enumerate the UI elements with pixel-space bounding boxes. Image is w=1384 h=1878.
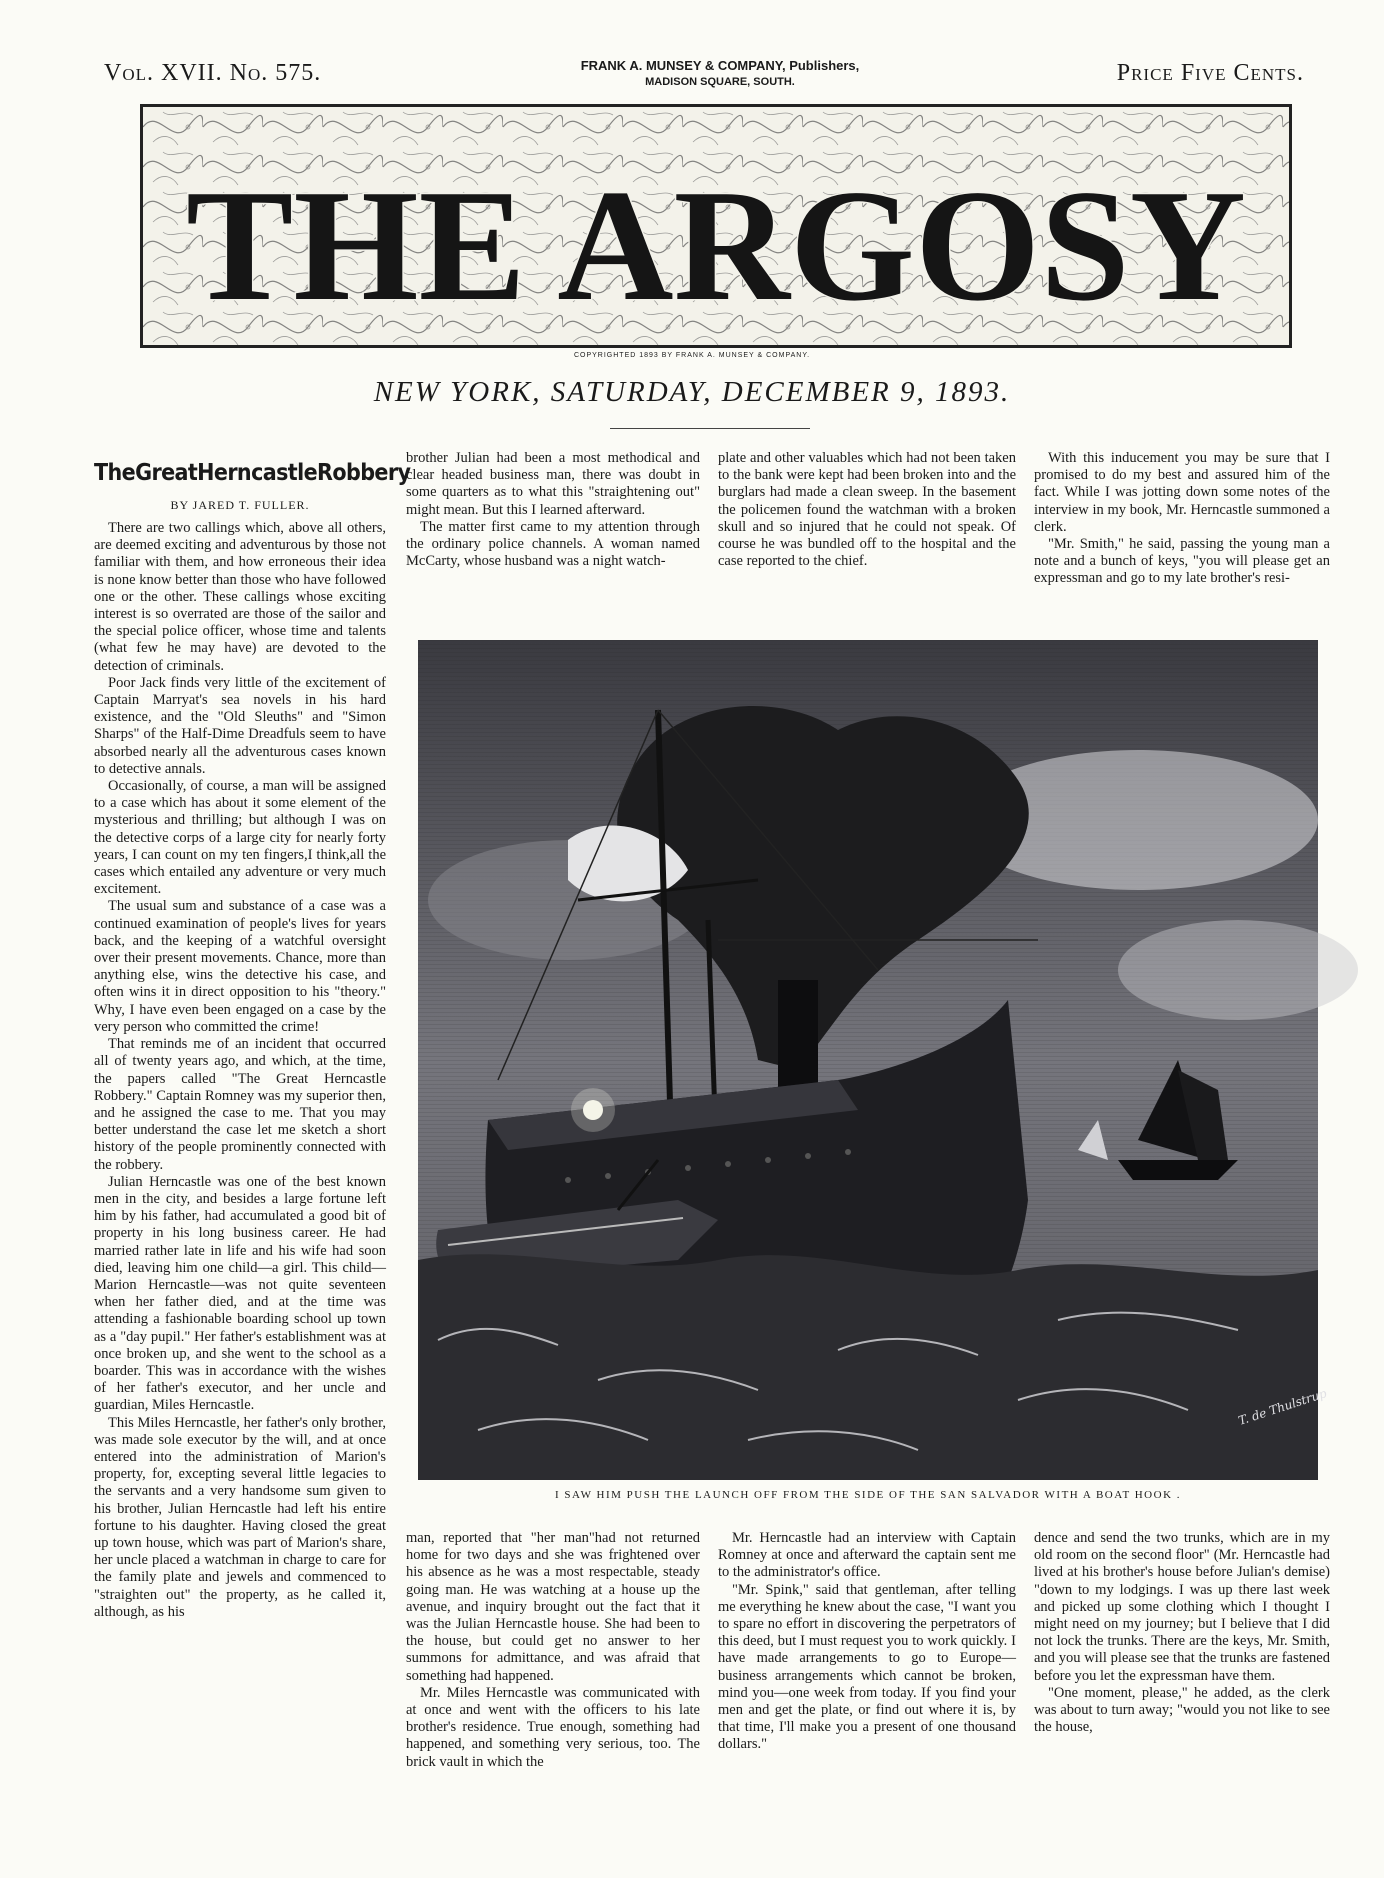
dateline-rule bbox=[610, 428, 810, 429]
paragraph: Occasionally, of course, a man will be assigned to a case which has about it some element of the mysterious and thrilling; but although I was on the detective corps of a large city for nearly forty years, I can count on my ten fingers,I think,all the cases which entailed any adventure or very much excitement. bbox=[94, 778, 386, 898]
illustration-caption: I SAW HIM PUSH THE LAUNCH OFF FROM THE SIDE OF THE SAN SALVADOR WITH A BOAT HOOK . bbox=[554, 1489, 1182, 1501]
publisher-info bbox=[520, 58, 920, 90]
text-column-4 bbox=[1034, 450, 1330, 610]
dateline: NEW YORK, SATURDAY, DECEMBER 9, 1893. bbox=[373, 376, 1011, 408]
paragraph: That reminds me of an incident that occurred all of twenty years ago, and which, at the time, the papers called "The Great Herncastle Robbery." Captain Romney was my superior then, and he assigned the case to me. That you may better understand the case let me sketch a short history of the people prominently connected with the robbery. bbox=[94, 1036, 386, 1173]
paragraph: "One moment, please," he added, as the clerk was about to turn away; "would you not like to see the house, bbox=[1034, 1684, 1330, 1736]
paragraph: man, reported that "her man"had not returned home for two days and she was frightened over his absence as he was a most respectable, steady going man. He was watching at a house up the avenue, and inquiry brought out the fact that it was the Julian Herncastle house. She had been to the house, but could get no answer to her summons for admittance, and was afraid that something had happened. bbox=[406, 1530, 700, 1684]
story-title: TheGreatHerncastleRobbery bbox=[94, 460, 411, 486]
paragraph: The usual sum and substance of a case was a continued examination of people's lives for years back, and the keeping of a watchful oversight over their present movements. Chance, more than anything else, wins the detective his case, and often wins it in direct opposition to his "theory." Why, I have even been engaged on a case by the very person who committed the crime! bbox=[94, 898, 386, 1035]
paragraph: This Miles Herncastle, her father's only brother, was made sole executor by the will, and at once entered into the administration of Marion's property, for, excepting several little legacies to the servants and a very handsome sum given to his brother, Julian Herncastle had left his entire fortune to his daughter. Having closed the great up town house, which was part of Marion's share, her uncle placed a watchman in charge to care for the family plate and jewels and commenced to "straighten out" the property, as he called it, although, as his bbox=[94, 1414, 386, 1620]
text-column-6 bbox=[718, 1530, 1016, 1860]
masthead-ornament bbox=[143, 107, 1289, 345]
paragraph: Julian Herncastle was one of the best known men in the city, and besides a large fortune left him by his father, had accumulated a good bit of property in his long business career. He had married rather late in life and his wife had soon died, leaving him one child—a girl. This child—Marion Herncastle—was not quite seventeen when her father died, and at the time was attending a fashionable boarding school up town as a "day pupil." Her father's establishment was at once broken up, and she went to the school as a boarder. This was in accordance with the wishes of her father's executor, and her uncle and guardian, Miles Herncastle. bbox=[94, 1173, 386, 1414]
paragraph: "Mr. Spink," said that gentleman, after telling me everything he knew about the case, "I want you to spare no effort in discovering the perpetrators of this deed, but I must request you to work quickly. I have made arrangements to go to Europe—business arrangements which cannot be broken, mind you—one week from today. If you find your men and get the plate, or find out where it is, by that time, I'll make you a present of one thousand dollars." bbox=[718, 1581, 1016, 1753]
paragraph: brother Julian had been a most methodical and clear headed business man, there was doubt in some quarters as to what this "straightening out" might mean. But this I learned afterward. bbox=[406, 450, 700, 518]
text-column-3 bbox=[718, 450, 1016, 610]
text-column-5 bbox=[406, 1530, 700, 1860]
illustration-drawing bbox=[418, 640, 1329, 1480]
paragraph: plate and other valuables which had not been taken to the bank were kept had been broken into and the burglars had made a clean sweep. In the basement the policemen found the watchman with a broken skull and so injured that he could not speak. Of course he was bundled off to the hospital and the case reported to the chief. bbox=[718, 450, 1016, 570]
paragraph: dence and send the two trunks, which are in my old room on the second floor" (Mr. Herncastle had lived at his brother's house before Julian's demise) "down to my lodgings. I was up there last week and picked up some clothing which I thought I might need on my journey; but I believe that I did not lock the trunks. There are the keys, Mr. Smith, and you will please see that the trunks are fastened before you let the expressman have them. bbox=[1034, 1530, 1330, 1684]
copyright-notice: COPYRIGHTED 1893 BY FRANK A. MUNSEY & COMPANY. bbox=[573, 352, 811, 359]
paragraph: With this inducement you may be sure that I promised to do my best and assured him of the fact. While I was jotting down some notes of the interview in my book, Mr. Herncastle summoned a clerk. bbox=[1034, 450, 1330, 535]
publisher-line-1: FRANK A. MUNSEY & COMPANY, Publishers, bbox=[580, 58, 860, 73]
masthead bbox=[140, 104, 1292, 348]
price: Price Five Cents. bbox=[1116, 60, 1304, 86]
publisher-line-2: MADISON SQUARE, SOUTH. bbox=[645, 76, 795, 88]
artist-signature: T. de Thulstrup bbox=[1236, 1386, 1329, 1428]
paragraph: Mr. Miles Herncastle was communicated with at once and went with the officers to his late brother's residence. True enough, something had happened, and something very serious, too. The brick vault in which the bbox=[406, 1684, 700, 1770]
text-column-7 bbox=[1034, 1530, 1330, 1860]
text-column-1 bbox=[94, 520, 386, 1850]
masthead-title: THE ARGOSY bbox=[186, 156, 1246, 334]
volume-number: Vol. XVII. No. 575. bbox=[104, 60, 322, 86]
text-column-2 bbox=[406, 450, 700, 610]
byline: BY JARED T. FULLER. bbox=[170, 498, 310, 512]
paragraph: Poor Jack finds very little of the excitement of Captain Marryat's sea novels in his hard existence, and the "Old Sleuths" and "Simon Sharps" of the Half-Dime Dreadfuls seem to have absorbed nearly all the adventurous cases known to detective annals. bbox=[94, 674, 386, 777]
steamship-illustration bbox=[418, 640, 1329, 1480]
paragraph: There are two callings which, above all others, are deemed exciting and adventurous by those not familiar with them, and how erroneous their idea is none know better than those who have followed one or the other. These callings whose exciting interest is so overrated are those of the sailor and the special police officer, whose time and talents (what few he may have) are devoted to the detection of criminals. bbox=[94, 520, 386, 674]
paragraph: Mr. Herncastle had an interview with Captain Romney at once and afterward the captain sent me to the administrator's office. bbox=[718, 1530, 1016, 1581]
paragraph: The matter first came to my attention through the ordinary police channels. A woman named McCarty, whose husband was a night watch- bbox=[406, 518, 700, 570]
paragraph: "Mr. Smith," he said, passing the young man a note and a bunch of keys, "you will please get an expressman and go to my late brother's resi- bbox=[1034, 536, 1330, 587]
